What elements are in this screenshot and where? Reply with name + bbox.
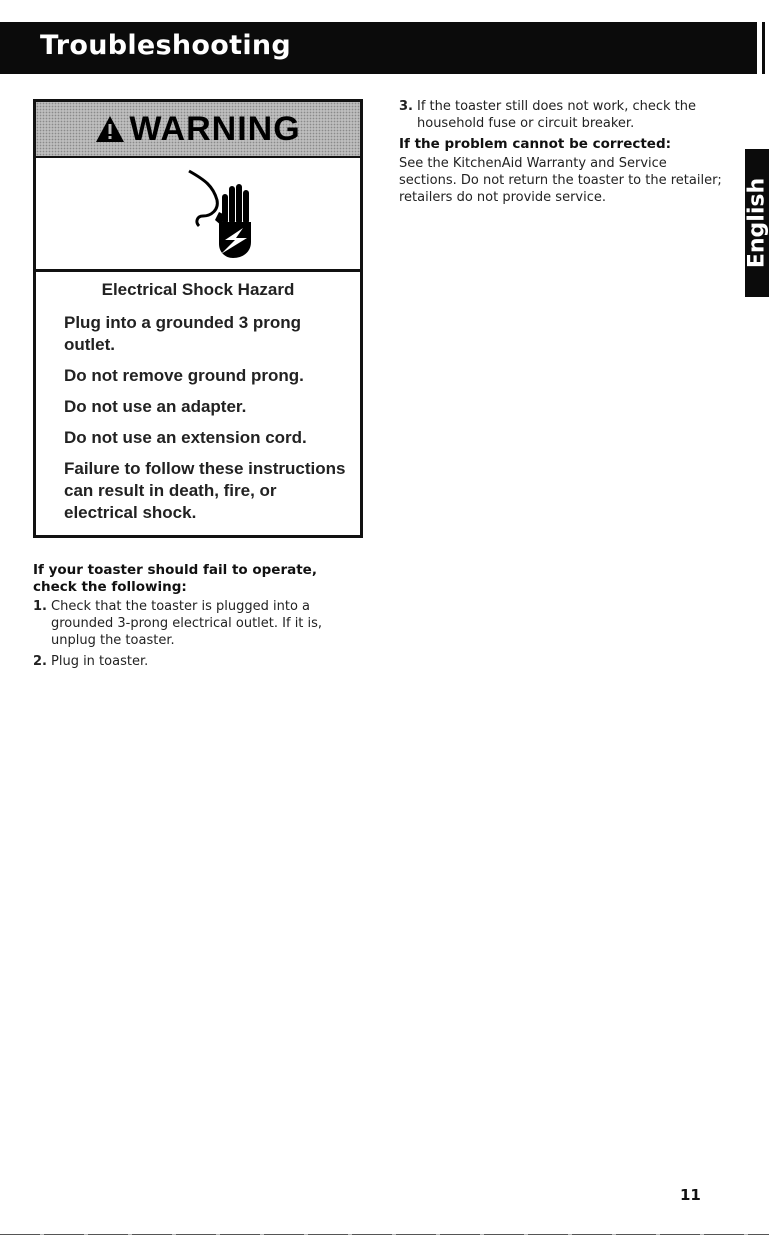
hazard-line: Do not use an adapter. — [64, 397, 247, 416]
right-column — [399, 98, 724, 206]
list-text: Plug in toaster. — [51, 654, 149, 669]
language-tab — [745, 149, 769, 297]
list-item — [399, 98, 724, 132]
list-item — [33, 598, 363, 649]
hazard-instructions — [64, 312, 354, 533]
list-number: 1. — [33, 599, 47, 614]
hazard-line: Do not use an extension cord. — [64, 428, 307, 447]
hazard-title: Electrical Shock Hazard — [101, 280, 295, 299]
electric-shock-hand-icon — [173, 166, 273, 266]
page-title: Troubleshooting — [40, 30, 292, 61]
page-number: 11 — [680, 1186, 701, 1204]
hazard-symbol-area — [36, 156, 360, 272]
warning-banner — [36, 102, 360, 158]
list-number: 3. — [399, 99, 413, 114]
list-text: If the toaster still does not work, check the household fuse or circuit breaker. — [417, 99, 696, 131]
hazard-line: Failure to follow these instructions can result in death, fire, or electrical shock. — [64, 459, 346, 522]
list-number: 2. — [33, 654, 47, 669]
header-edge-rule — [762, 22, 765, 74]
troubleshoot-heading: If your toaster should fail to operate, check the following: — [33, 562, 317, 595]
warning-label: WARNING — [129, 109, 301, 148]
left-column — [33, 562, 363, 674]
list-text: Check that the toaster is plugged into a grounded 3-prong electrical outlet. If it is, unplug the toaster. — [51, 599, 323, 648]
alert-triangle-icon — [95, 115, 125, 143]
hazard-line: Do not remove ground prong. — [64, 366, 304, 385]
problem-heading: If the problem cannot be corrected: — [399, 136, 672, 152]
service-paragraph: See the KitchenAid Warranty and Service sections. Do not return the toaster to the retailer; retailers do not provide service. — [399, 156, 722, 205]
language-tab-label: English — [745, 177, 769, 269]
bottom-rule — [0, 1234, 769, 1235]
hazard-line: Plug into a grounded 3 prong outlet. — [64, 313, 302, 354]
warning-box — [33, 99, 363, 538]
list-item — [33, 653, 363, 670]
